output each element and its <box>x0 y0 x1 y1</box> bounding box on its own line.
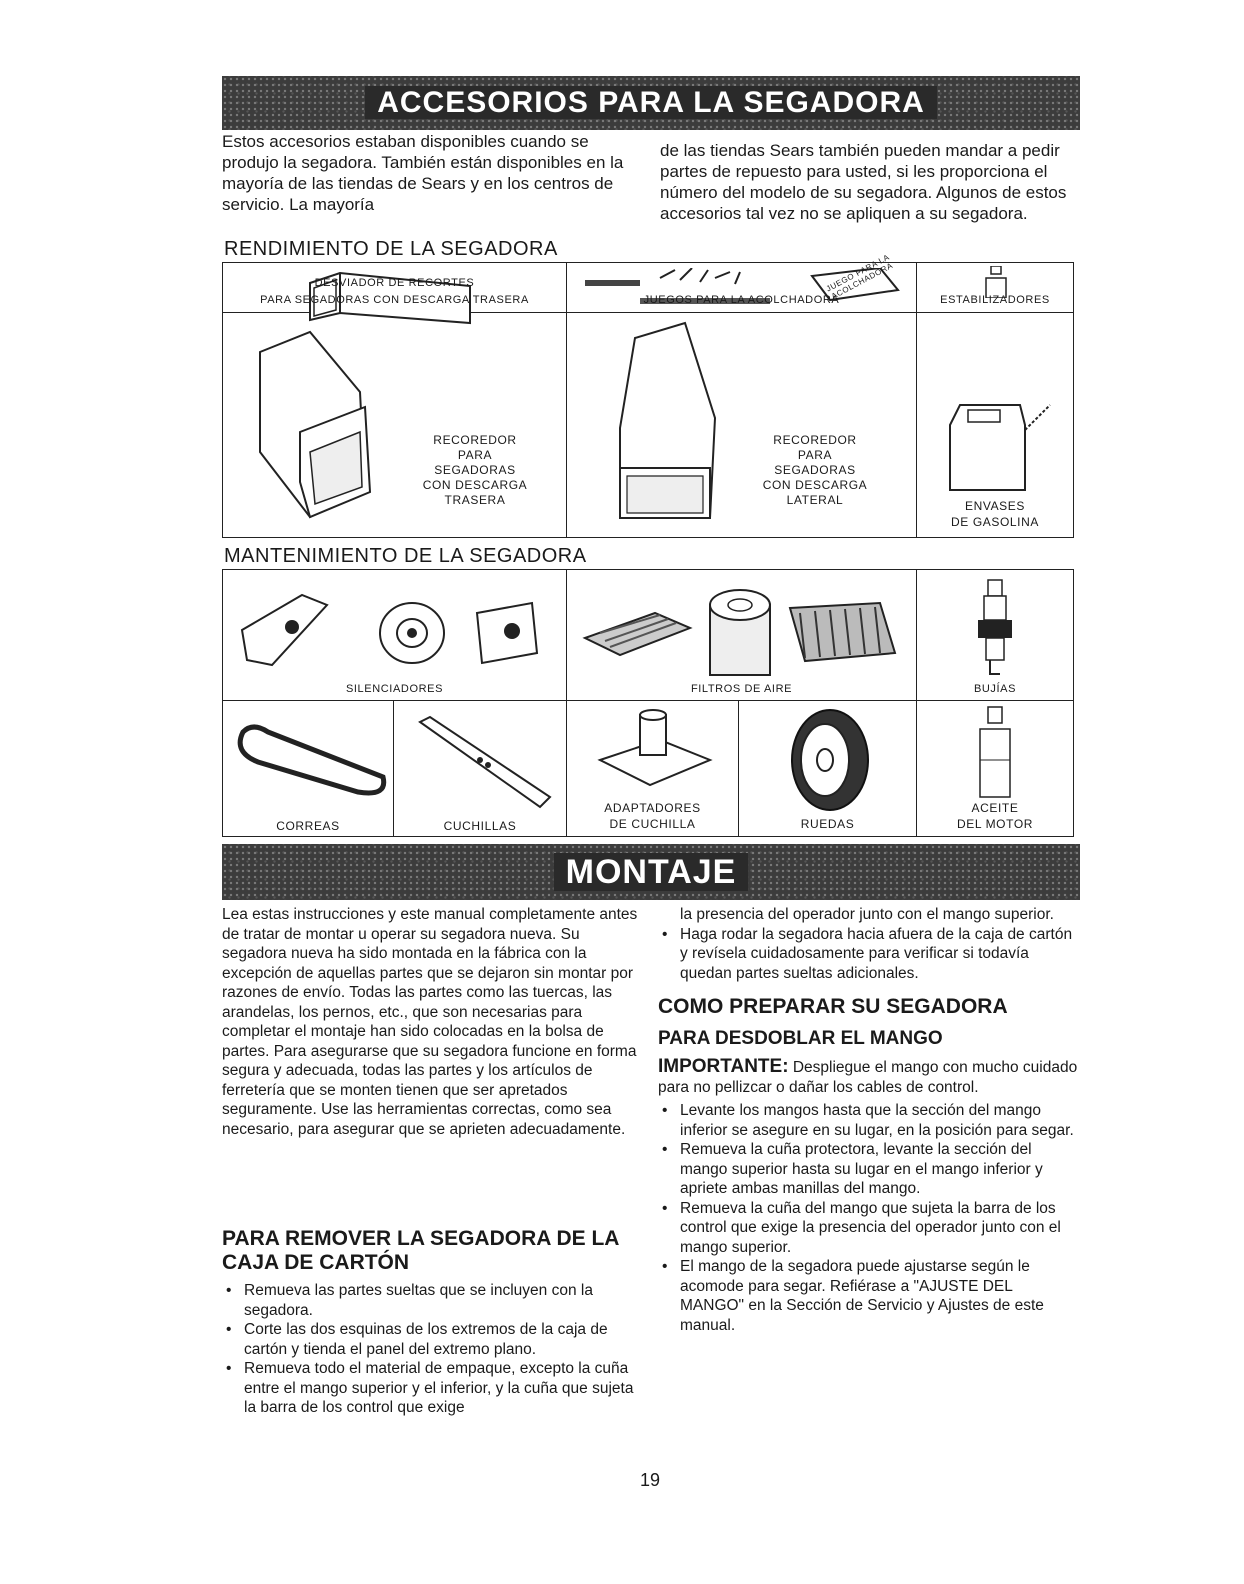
unfold-bullet-2: • Remueva la cuña protectora, levante la sección del mango superior hasta su lugar en el mango inferior y apriete ambas manillas del mango. <box>658 1140 1078 1199</box>
mufflers-label: SILENCIADORES <box>345 683 444 695</box>
important-label: IMPORTANTE: <box>658 1056 789 1077</box>
maintenance-title: MANTENIMIENTO DE LA SEGADORA <box>224 545 587 567</box>
air-filters-label: FILTROS DE AIRE <box>690 683 793 695</box>
accessories-banner-title: ACCESORIOS PARA LA SEGADORA <box>365 86 937 119</box>
rear-bag-line-1: RECOREDOR <box>433 433 517 447</box>
side-bag-line-2: PARA <box>797 448 833 462</box>
blade-illustration <box>410 712 560 812</box>
belt-illustration <box>228 712 393 802</box>
deflector-label-2: PARA SEGADORAS CON DESCARGA TRASERA <box>260 294 529 306</box>
accessories-banner <box>222 76 1080 130</box>
oil-label-1: ACEITE <box>971 801 1019 815</box>
rear-bag-line-5: TRASERA <box>444 493 506 507</box>
oil-label-2: DEL MOTOR <box>956 817 1034 831</box>
assembly-banner-title: MONTAJE <box>554 853 749 891</box>
remove-list <box>222 1281 642 1418</box>
rear-bag-illustration <box>240 322 390 522</box>
spark-plugs-label: BUJÍAS <box>973 683 1017 695</box>
intro-left: Estos accesorios estaban disponibles cuando se produjo la segadora. También están disponibles en la mayoría de las tiendas de Sears y en los centros de servicio. La mayoría <box>222 132 624 214</box>
remove-bullet-3: • Remueva todo el material de empaque, excepto la cuña entre el mango superior y el inferior, y la cuña que sujeta la barra de los control que exige <box>222 1359 642 1418</box>
spark-plug-icon <box>970 578 1020 678</box>
blades-label: CUCHILLAS <box>443 819 517 833</box>
continued-text: la presencia del operador junto con el mango superior. <box>680 906 1054 923</box>
rear-bag-line-3: SEGADORAS <box>434 463 516 477</box>
wheel-icon <box>785 705 875 815</box>
mufflers-illustration <box>232 585 552 680</box>
right-column <box>658 905 1078 1335</box>
gas-can-icon <box>940 400 1060 500</box>
side-bag-line-4: CON DESCARGA <box>762 478 868 492</box>
stabilizers-label: ESTABILIZADORES <box>940 294 1050 306</box>
rear-bag-line-2: PARA <box>457 448 493 462</box>
wheels-label: RUEDAS <box>800 817 855 831</box>
belts-label: CORREAS <box>276 819 340 833</box>
mulch-label: JUEGOS PARA LA ACOLCHADORA <box>643 294 840 306</box>
unfold-list <box>658 1101 1078 1335</box>
side-bag-illustration <box>605 318 725 528</box>
adapters-label-2: DE CUCHILLA <box>609 817 696 831</box>
deflector-label-1: DESVIADOR DE RECORTES <box>314 277 475 289</box>
intro-right: de las tiendas Sears también pueden mandar a pedir partes de repuesto para usted, si les proporciona el número del modelo de su segadora. Algunos de estos accesorios tal vez no se apliquen a su segadora. <box>660 141 1067 223</box>
prepare-title: COMO PREPARAR SU SEGADORA <box>658 995 1008 1018</box>
unfold-bullet-3: • Remueva la cuña del mango que sujeta la barra de los control que exige la presencia del operador junto con el mango superior. <box>658 1199 1078 1258</box>
unfold-bullet-4: • El mango de la segadora puede ajustarse según le acomode para segar. Refiérase a "AJUSTE DEL MANGO" en la Sección de Servicio y Ajustes de este manual. <box>658 1257 1078 1335</box>
remove-title: PARA REMOVER LA SEGADORA DE LA CAJA DE CARTÓN <box>222 1227 619 1274</box>
remove-bullet-4: • Haga rodar la segadora hacia afuera de la caja de cartón y revísela cuidadosamente para verificar si todavía quedan partes sueltas adicionales. <box>658 925 1078 984</box>
side-bag-label <box>730 433 900 508</box>
rear-bag-label <box>390 433 560 508</box>
gas-label-2: DE GASOLINA <box>951 515 1039 529</box>
remove-bullet-1: • Remueva las partes sueltas que se incluyen con la segadora. <box>222 1281 642 1320</box>
important-text: Despliegue el mango con mucho cuidado para no pellizcar o dañar los cables de control. <box>658 1059 1078 1096</box>
rear-bag-line-4: CON DESCARGA <box>422 478 528 492</box>
remove-section <box>222 1227 642 1418</box>
assembly-banner <box>222 844 1080 900</box>
side-bag-line-5: LATERAL <box>786 493 844 507</box>
important-note <box>658 1057 1078 1097</box>
performance-title: RENDIMIENTO DE LA SEGADORA <box>224 238 558 260</box>
unfold-title: PARA DESDOBLAR EL MANGO <box>658 1028 943 1049</box>
oil-bottle-icon <box>970 705 1020 800</box>
adapter-illustration <box>590 705 720 795</box>
side-bag-line-3: SEGADORAS <box>774 463 856 477</box>
adapters-label-1: ADAPTADORES <box>604 801 701 815</box>
remove-bullet-2: • Corte las dos esquinas de los extremos de la caja de cartón y tienda el panel del extremo plano. <box>222 1320 642 1359</box>
side-bag-line-1: RECOREDOR <box>773 433 857 447</box>
unfold-bullet-1: • Levante los mangos hasta que la sección del mango inferior se asegure en su lugar, en la posición para segar. <box>658 1101 1078 1140</box>
assembly-intro: Lea estas instrucciones y este manual completamente antes de tratar de montar u operar su segadora nueva. Su segadora nueva ha sido montada en la fábrica con la excepción de aquellas partes que se dejaron sin montar por razones de envío. Todas las partes como las tuercas, las arandelas, los pernos, etc., que son necesarias para completar el montaje han sido colocadas en la bolsa de partes. Para asegurarse que su segadora funcione en forma segura y adecuada, todas las partes y los artículos de ferretería que se monten tienen que ser apretados seguramente. Use las herramientas correctas, como sea necesario, para asegurar que se aprieten adecuadamente. <box>222 906 638 1138</box>
air-filters-illustration <box>580 583 910 678</box>
mulch-box-text: JUEGO PARA LA ACOLCHADORA <box>824 252 895 302</box>
gas-label-1: ENVASES <box>965 499 1025 513</box>
page-number: 19 <box>639 1470 661 1490</box>
